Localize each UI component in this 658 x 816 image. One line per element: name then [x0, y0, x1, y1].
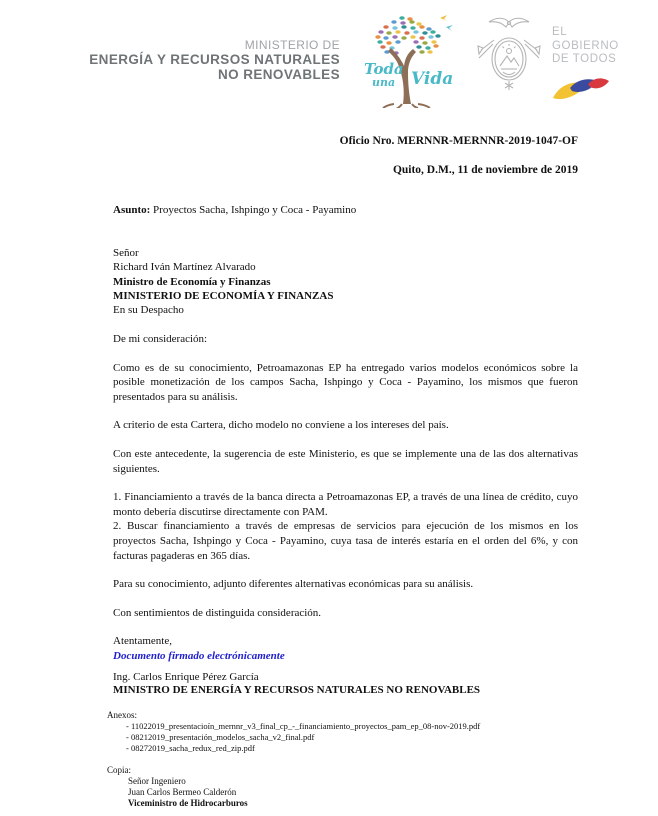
bird-icon — [446, 25, 453, 31]
paragraph-3: Con este antecedente, la sugerencia de este Ministerio, es que se implemente una de las dos alternativas siguientes. — [113, 447, 578, 475]
copy-label: Copia: — [107, 765, 131, 775]
date-line: Quito, D.M., 11 de noviembre de 2019 — [392, 164, 578, 176]
svg-text:Toda: Toda — [364, 60, 404, 78]
ministry-wordmark — [84, 12, 340, 82]
subject-line — [113, 204, 578, 216]
esign-note: Documento firmado electrónicamente — [113, 650, 285, 662]
paragraph-1: Como es de su conocimiento, Petroamazonas EP ha entregado varios modelos económicos sobre la posible monetización de los campos Sacha, Ishpingo y Coca - Payamino, los mismos que fueron presentados para su análisis. — [113, 361, 578, 403]
paragraph-6: Para su conocimiento, adjunto diferentes alternativas económicas para su análisis. — [113, 578, 474, 591]
subject-label: Asunto: — [113, 204, 151, 216]
paragraph-2: A criterio de esta Cartera, dicho modelo no conviene a los intereses del país. — [113, 419, 449, 432]
reference-block — [113, 134, 578, 178]
recipient-institution: MINISTERIO DE ECONOMÍA Y FINANZAS — [113, 289, 334, 302]
annexes-block — [107, 710, 587, 754]
alternative-item-2: 2. Buscar financiamiento a través de empresas de servicios para ejecución de los mismos en los proyectos Sacha, Ishpingo y Coca - Payamino, cuya tasa de interés estaría en el orden del 6%, y con facturas pagaderas en 365 días. — [113, 520, 578, 562]
letter-body — [113, 332, 578, 663]
annex-file: - 08272019_sacha_redux_red_zip.pdf — [126, 743, 255, 753]
recipient-salutation: Señor — [113, 247, 139, 259]
oficio-number: Oficio Nro. MERNNR-MERNNR-2019-1047-OF — [339, 135, 578, 147]
government-brand — [552, 12, 619, 109]
government-slogan — [552, 26, 619, 67]
ministry-name-line3: NO RENOVABLES — [218, 67, 340, 82]
header — [84, 12, 619, 113]
annexes-label: Anexos: — [107, 710, 137, 720]
slogan-line2: GOBIERNO — [552, 39, 619, 52]
signer-title: MINISTRO DE ENERGÍA Y RECURSOS NATURALES NO RENOVABLES — [113, 684, 481, 696]
toda-una-vida-logo-icon — [356, 12, 460, 113]
annex-file-list — [126, 721, 587, 754]
recipient-title: Ministro de Economía y Finanzas — [113, 275, 271, 288]
recipient-name: Richard Iván Martínez Alvarado — [113, 261, 256, 274]
flag-ribbon-icon — [552, 72, 619, 109]
copy-block — [107, 765, 587, 809]
copy-line: Juan Carlos Bermeo Calderón — [128, 787, 237, 797]
slogan-line3: DE TODOS — [552, 53, 617, 65]
ministry-name-line1: MINISTERIO DE — [244, 38, 340, 52]
signer-name: Ing. Carlos Enrique Pérez García — [113, 671, 259, 683]
copy-line: Señor Ingeniero — [128, 776, 186, 786]
ecuador-coat-of-arms-icon — [474, 12, 544, 107]
svg-text:una: una — [372, 76, 396, 89]
annex-file: - 11022019_presentacioín_mernnr_v3_final_cp_-_financiamiento_proyectos_pam_ep_08-nov-2019.pdf — [126, 721, 481, 731]
alternative-item-1: 1. Financiamiento a través de la banca directa a Petroamazonas EP, a través de una línea de crédito, cuyo monto debería discutirse directamente con PAM. — [113, 491, 578, 518]
ministry-name-line2: ENERGÍA Y RECURSOS NATURALES — [89, 52, 340, 67]
closing: Atentamente, — [113, 635, 172, 648]
bird-icon — [440, 15, 448, 21]
paragraph-7: Con sentimientos de distinguida consideración. — [113, 606, 322, 619]
annex-file: - 08212019_presentación_modelos_sacha_v2_final.pdf — [126, 732, 315, 742]
copy-recipient — [128, 776, 587, 809]
copy-line: Viceministro de Hidrocarburos — [128, 798, 248, 808]
subject-text: Proyectos Sacha, Ishpingo y Coca - Payamino — [150, 204, 357, 216]
slogan-line1: EL — [552, 26, 568, 38]
recipient-block — [113, 246, 578, 317]
greeting: De mi consideración: — [113, 333, 208, 345]
signature-block — [113, 650, 578, 697]
recipient-location: En su Despacho — [113, 304, 184, 317]
svg-text:Vida: Vida — [411, 69, 454, 89]
